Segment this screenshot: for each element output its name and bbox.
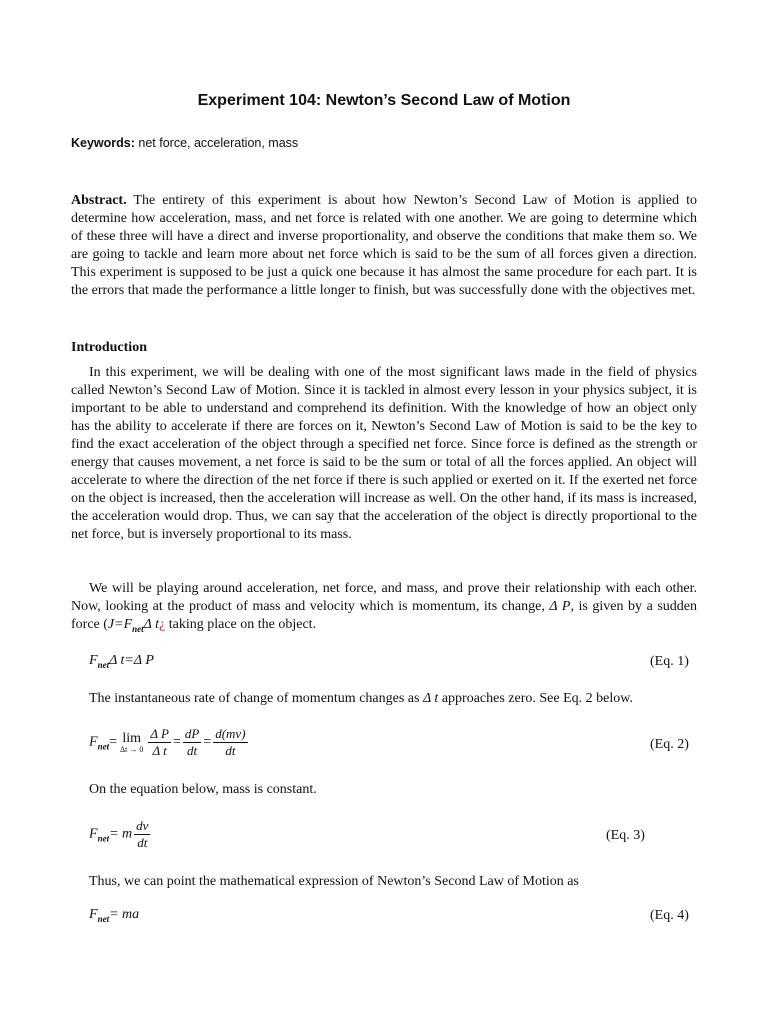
- document-title: Experiment 104: Newton’s Second Law of Motion: [197, 92, 571, 109]
- introduction-paragraph-1: In this experiment, we will be dealing with one of the most significant laws made in the field of physics called Newton’s Second Law of Motion. Since it is tackled in almost every lesson in your physics subject, it is important to be able to understand and comprehend its definition. With the knowledge of how an object only has the ability to accelerate if there are forces on it, Newton’s Second Law of Motion is said to be the key to find the exact acceleration of the object through a specified net force. Since force is defined as the strength or energy that causes movement, a net force is said to be the sum or total of all the forces applied. An object will accelerate to where the direction of the net force if there is such applied or exerted on it. If the exerted net force on the object is increased, then the acceleration will increase as well. On the other hand, if its mass is increased, the acceleration would drop. Thus, we can say that the acceleration of the object is directly proportional to the net force, but is inversely proportional to its mass.: [71, 365, 697, 542]
- keywords-label: Keywords:: [71, 136, 135, 150]
- sentence-mass-constant: On the equation below, mass is constant.: [89, 782, 317, 797]
- equation-2-label: (Eq. 2): [650, 737, 689, 752]
- delta-p-symbol: Δ P: [549, 599, 571, 614]
- inverted-question-mark: ¿: [159, 617, 166, 632]
- equation-1: $F_{net}\Delta$ t=Δ P: [89, 653, 154, 670]
- keywords-line: [71, 136, 298, 150]
- abstract-label: Abstract.: [71, 193, 127, 208]
- fraction-momentum-derivative: $\frac{d(mv)}{dt}$: [215, 726, 246, 758]
- equation-4-label: (Eq. 4): [650, 908, 689, 923]
- equation-1-label: (Eq. 1): [650, 654, 689, 669]
- equation-4: $F_{net}=$ ma: [89, 907, 140, 924]
- fraction-delta: $\frac{\text{Δ P}}{\text{Δ t}}$: [150, 726, 169, 758]
- equation-3-label: (Eq. 3): [606, 828, 645, 843]
- fraction-derivative: $\frac{dP}{dt}$: [184, 726, 200, 758]
- introduction-heading: Introduction: [71, 340, 147, 355]
- paragraph-2-text-c: taking place on the object.: [165, 617, 317, 632]
- impulse-formula: $J=F_{net}\Delta$ t: [107, 617, 160, 634]
- abstract-text: The entirety of this experiment is about how Newton’s Second Law of Motion is applied to determine how acceleration, mass, and net force is related with one another. We are going to determine which of these three will have a direct and inverse proportionality, and observe the conditions that make them so. We are going to tackle and learn more about net force which is said to be the sum of all forces given a direction. This experiment is supposed to be just a quick one because it has almost the same procedure for each part. It is the errors that made the performance a little longer to finish, but was successfully done with the objectives met.: [71, 193, 697, 298]
- keywords-value: net force, acceleration, mass: [134, 136, 299, 150]
- paragraph-2-text-b: , is given by a sudden force (: [71, 599, 697, 632]
- delta-t-symbol: Δ t: [422, 691, 439, 706]
- fraction-dv-dt: $\frac{dv}{dt}$: [136, 818, 149, 850]
- abstract-paragraph: [71, 192, 697, 300]
- sentence-rate-of-change: The instantaneous rate of change of momentum changes as Δ t approaches zero. See Eq. 2 below.: [89, 691, 633, 706]
- paragraph-2-text-a: We will be playing around acceleration, net force, and mass, and prove their relationship with each other. Now, looking at the product of mass and velocity which is momentum, its change,: [71, 581, 697, 614]
- equation-3: $F_{net}= m$ $\frac{dv}{dt}$: [89, 818, 149, 850]
- equation-2: $F_{net}= \lim$ Δt → 0 $\frac{\text{Δ P}}{\text{Δ t}}$ = $\frac{dP}{dt}$ = $\frac{d(mv)}{dt}$: [89, 726, 246, 758]
- sentence-mathematical-expression: Thus, we can point the mathematical expression of Newton’s Second Law of Motion as: [89, 874, 579, 889]
- limit-operator: lim Δt → 0: [119, 731, 144, 754]
- introduction-paragraph-2: [71, 580, 697, 638]
